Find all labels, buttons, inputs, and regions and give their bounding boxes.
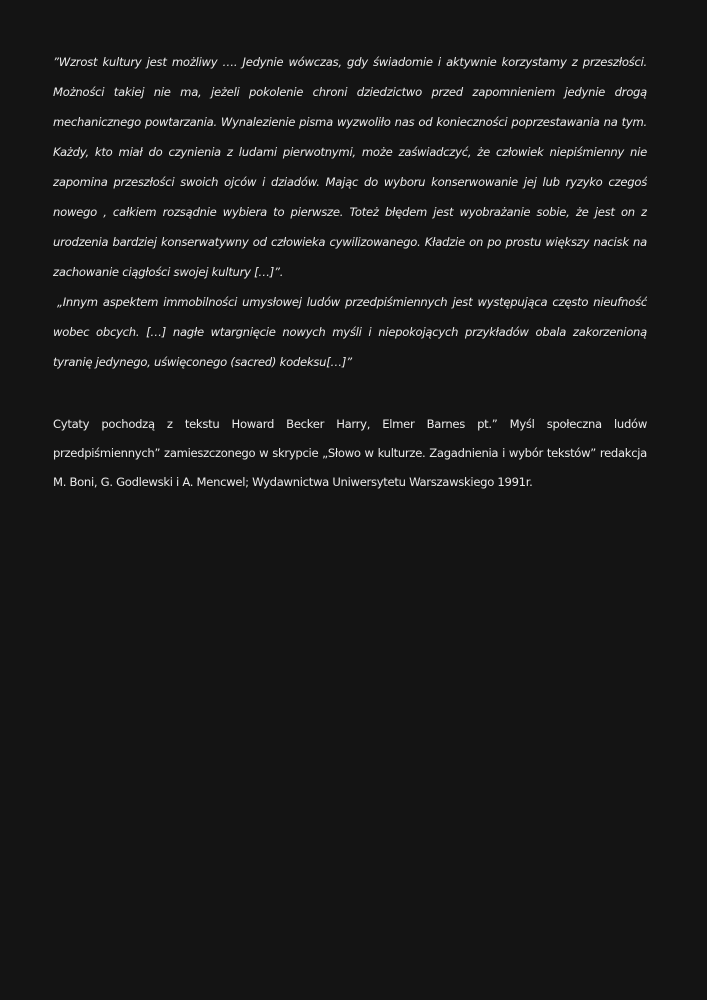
quote-1-line: mechanicznego powtarzania. Wynalezienie pisma wyzwoliło nas od konieczności poprzestawania na tym. [53,115,647,129]
quote-2-line: tyranię jedynego, uświęconego (sacred) kodeksu[…]” [53,355,352,369]
quote-1-line: ”Wzrost kultury jest możliwy …. Jedynie wówczas, gdy świadomie i aktywnie korzystamy z przeszłości. [53,55,647,69]
quote-1-line: urodzenia bardziej konserwatywny od człowieka cywilizowanego. Kładzie on po prostu większy nacisk na [53,235,647,249]
quote-2-line: „Innym aspektem immobilności umysłowej ludów przedpiśmiennych jest występująca często nieufność [57,295,647,309]
quote-1-line: Możności takiej nie ma, jeżeli pokolenie chroni dziedzictwo przed zapomnieniem jedynie drogą [53,85,647,99]
quote-section [53,50,647,380]
quote-1-line: zachowanie ciągłości swojej kultury […]”. [53,265,284,279]
citation-line: przedpiśmiennych” zamieszczonego w skrypcie „Słowo w kulturze. Zagadnienia i wybór tekstów” redakcja [53,446,647,460]
quote-1-line: Każdy, kto miał do czynienia z ludami pierwotnymi, może zaświadczyć, że człowiek niepiśmienny nie [53,145,647,159]
citation-section [53,412,647,499]
quote-2-line: wobec obcych. […] nagłe wtargnięcie nowych myśli i niepokojących przykładów obala zakorzenioną [53,325,647,339]
quote-1-line: nowego , całkiem rozsądnie wybiera to pierwsze. Toteż błędem jest wyobrażanie sobie, że jest on z [53,205,647,219]
citation-line: Cytaty pochodzą z tekstu Howard Becker Harry, Elmer Barnes pt.” Myśl społeczna ludów [53,417,647,431]
citation-line: M. Boni, G. Godlewski i A. Mencwel; Wydawnictwa Uniwersytetu Warszawskiego 1991r. [53,475,533,489]
quote-1-line: zapomina przeszłości swoich ojców i dziadów. Mając do wyboru konserwowanie jej lub ryzyko czegoś [53,175,647,189]
